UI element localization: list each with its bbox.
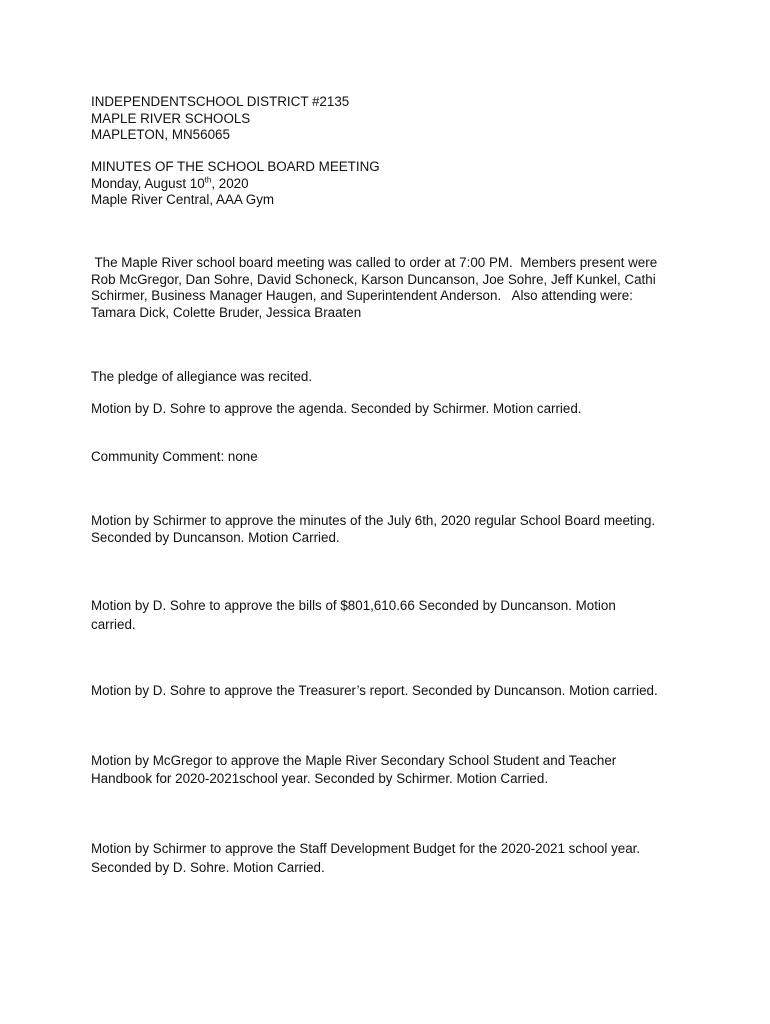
community-comment-paragraph bbox=[91, 449, 691, 466]
pledge-paragraph bbox=[91, 369, 691, 386]
district-location: MAPLETON, MN56065 bbox=[91, 127, 230, 142]
paragraph-line: Schirmer, Business Manager Haugen, and Superintendent Anderson. Also attending were: bbox=[91, 288, 633, 303]
district-name: INDEPENDENTSCHOOL DISTRICT #2135 bbox=[91, 94, 350, 109]
agenda-motion-paragraph bbox=[91, 401, 691, 418]
paragraph-line: Tamara Dick, Colette Bruder, Jessica Braaten bbox=[91, 304, 362, 320]
meeting-date bbox=[91, 176, 691, 193]
meeting-venue: Maple River Central, AAA Gym bbox=[91, 192, 275, 207]
paragraph-line: Motion by Schirmer to approve the Staff Development Budget for the 2020-2021 school year. bbox=[91, 841, 641, 856]
minutes-title: MINUTES OF THE SCHOOL BOARD MEETING bbox=[91, 159, 380, 174]
meeting-header bbox=[91, 159, 691, 209]
paragraph-line: The pledge of allegiance was recited. bbox=[91, 369, 313, 384]
paragraph-line: Community Comment: none bbox=[91, 449, 258, 464]
minutes-motion-paragraph bbox=[91, 513, 691, 546]
paragraph-line: Motion by D. Sohre to approve the agenda. Seconded by Schirmer. Motion carried. bbox=[91, 401, 582, 416]
paragraph-line: Motion by Schirmer to approve the minutes of the July 6th, 2020 regular School Board meeting. bbox=[91, 513, 656, 528]
paragraph-line: Seconded by D. Sohre. Motion Carried. bbox=[91, 860, 325, 875]
paragraph-line: Rob McGregor, Dan Sohre, David Schoneck, Karson Duncanson, Joe Sohre, Jeff Kunkel, Cathi bbox=[91, 271, 656, 287]
paragraph-line: Handbook for 2020-2021school year. Seconded by Schirmer. Motion Carried. bbox=[91, 770, 549, 786]
meeting-date-suffix: th bbox=[204, 175, 212, 185]
paragraph-line: Motion by D. Sohre to approve the Treasurer’s report. Seconded by Duncanson. Motion carried. bbox=[91, 683, 658, 698]
call-to-order-paragraph bbox=[91, 255, 691, 321]
paragraph-line: The Maple River school board meeting was called to order at 7:00 PM. Members present were bbox=[91, 255, 658, 270]
staff-development-motion-paragraph bbox=[91, 839, 691, 877]
paragraph-line: Motion by McGregor to approve the Maple River Secondary School Student and Teacher bbox=[91, 753, 617, 768]
district-header bbox=[91, 94, 691, 144]
bills-motion-paragraph bbox=[91, 596, 691, 634]
treasurer-motion-paragraph bbox=[91, 683, 691, 700]
paragraph-line: Motion by D. Sohre to approve the bills of $801,610.66 Seconded by Duncanson. Motion bbox=[91, 598, 616, 613]
paragraph-line: Seconded by Duncanson. Motion Carried. bbox=[91, 529, 340, 545]
school-name: MAPLE RIVER SCHOOLS bbox=[91, 110, 251, 126]
meeting-date-year: , 2020 bbox=[211, 175, 249, 191]
paragraph-line: carried. bbox=[91, 617, 136, 632]
handbook-motion-paragraph bbox=[91, 752, 691, 787]
meeting-date-text: Monday, August 10 bbox=[91, 175, 205, 191]
